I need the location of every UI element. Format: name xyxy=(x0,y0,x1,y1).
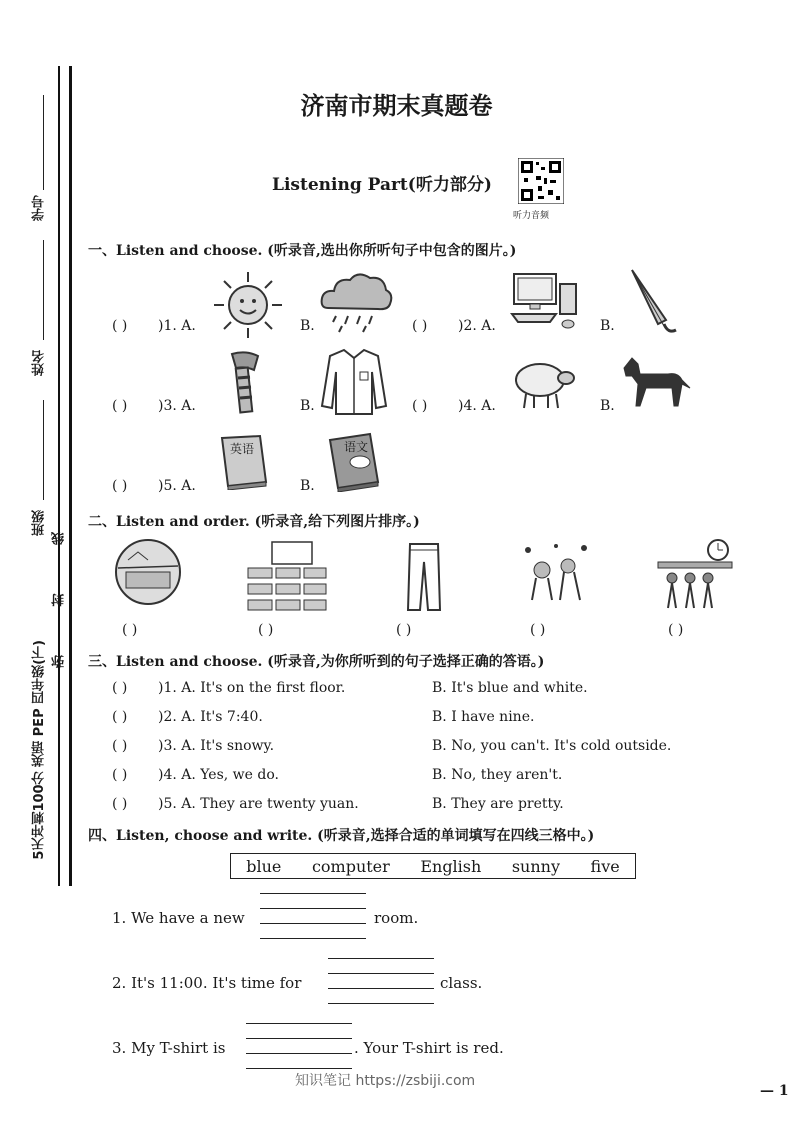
english-book-label: 英语 xyxy=(230,442,255,456)
answer-blank[interactable]: ( ) xyxy=(112,478,128,494)
sheep-icon xyxy=(510,356,578,412)
option-label: B. xyxy=(300,478,315,494)
word-bank xyxy=(230,853,636,879)
rain-cloud-icon xyxy=(318,266,394,336)
answer-blank[interactable]: ( ) xyxy=(112,796,128,812)
option-label: )3. A. xyxy=(158,398,196,414)
field-class-label: 班级 xyxy=(32,510,47,536)
choice-a: )4. A. Yes, we do. xyxy=(158,767,279,783)
field-name-label: 姓名 xyxy=(32,350,47,376)
fill-sentence-1-end: room. xyxy=(374,909,419,927)
fill-sentence-1-start: 1. We have a new xyxy=(112,909,245,927)
farm-picture xyxy=(114,538,182,606)
watermark: 知识笔记 https://zsbiji.com xyxy=(295,1073,476,1089)
seal-line-label: 弥 封 线 xyxy=(52,510,67,669)
word-bank-item: sunny xyxy=(511,856,561,876)
answer-blank[interactable]: ( ) xyxy=(112,709,128,725)
word-bank-item: English xyxy=(420,856,482,876)
four-line-grid-3[interactable] xyxy=(246,1023,352,1069)
sun-icon xyxy=(212,270,284,340)
fill-sentence-2-start: 2. It's 11:00. It's time for xyxy=(112,974,302,992)
choice-b: B. They are pretty. xyxy=(432,796,564,812)
answer-blank[interactable]: ( ) xyxy=(412,318,428,334)
answer-blank[interactable]: ( ) xyxy=(112,680,128,696)
section-4-heading: 四、Listen, choose and write. (听录音,选择合适的单词填写在四线三格中。) xyxy=(88,828,595,844)
page-title: 济南市期末真题卷 xyxy=(300,92,493,120)
choice-b: B. No, they aren't. xyxy=(432,767,563,783)
field-class-line xyxy=(43,400,44,500)
shirt-icon xyxy=(318,346,390,418)
qr-code-icon[interactable] xyxy=(518,158,564,204)
four-line-grid-1[interactable] xyxy=(260,893,366,939)
word-bank-item: blue xyxy=(246,856,282,876)
order-blank[interactable]: ( ) xyxy=(258,622,274,638)
choice-a: )5. A. They are twenty yuan. xyxy=(158,796,359,812)
chinese-book-label: 语文 xyxy=(344,440,369,454)
option-label: B. xyxy=(300,398,315,414)
binding-line-2 xyxy=(69,66,72,886)
fill-sentence-2-end: class. xyxy=(440,974,483,992)
option-label: B. xyxy=(600,398,615,414)
option-label: )5. A. xyxy=(158,478,196,494)
children-playing-picture xyxy=(518,540,596,608)
answer-blank[interactable]: ( ) xyxy=(412,398,428,414)
answer-blank[interactable]: ( ) xyxy=(112,738,128,754)
order-blank[interactable]: ( ) xyxy=(122,622,138,638)
computer-icon xyxy=(510,270,582,332)
english-book-icon xyxy=(218,434,270,490)
option-label: B. xyxy=(600,318,615,334)
option-label: )1. A. xyxy=(158,318,196,334)
section-1-heading: 一、Listen and choose. (听录音,选出你所听句子中包含的图片。) xyxy=(88,243,517,259)
scarf-icon xyxy=(224,350,266,416)
chinese-book-icon xyxy=(326,432,382,492)
field-number-label: 学号 xyxy=(32,195,47,221)
choice-a: )2. A. It's 7:40. xyxy=(158,709,263,725)
qr-caption: 听力音频 xyxy=(513,211,550,221)
book-info: 5天冲刺100分 英语 PEP 四年级(下) xyxy=(32,640,47,860)
order-blank[interactable]: ( ) xyxy=(396,622,412,638)
choice-a: )3. A. It's snowy. xyxy=(158,738,275,754)
choice-a: )1. A. It's on the first floor. xyxy=(158,680,346,696)
pants-picture xyxy=(404,542,444,612)
answer-blank[interactable]: ( ) xyxy=(112,398,128,414)
choice-b: B. It's blue and white. xyxy=(432,680,588,696)
choice-b: B. I have nine. xyxy=(432,709,535,725)
binding-line-1 xyxy=(58,66,60,886)
subtitle: Listening Part(听力部分) xyxy=(272,175,492,195)
umbrella-icon xyxy=(620,266,682,336)
fill-sentence-3-start: 3. My T-shirt is xyxy=(112,1039,226,1057)
four-line-grid-2[interactable] xyxy=(328,958,434,1004)
school-clock-picture xyxy=(656,538,734,614)
fill-sentence-3-end: . Your T-shirt is red. xyxy=(354,1039,504,1057)
order-blank[interactable]: ( ) xyxy=(668,622,684,638)
page-number: — 1 xyxy=(760,1083,789,1099)
classroom-picture xyxy=(244,540,328,616)
answer-blank[interactable]: ( ) xyxy=(112,318,128,334)
word-bank-item: computer xyxy=(311,856,390,876)
field-name-line xyxy=(43,240,44,340)
section-2-heading: 二、Listen and order. (听录音,给下列图片排序。) xyxy=(88,514,420,530)
option-label: )2. A. xyxy=(458,318,496,334)
choice-b: B. No, you can't. It's cold outside. xyxy=(432,738,672,754)
section-3-heading: 三、Listen and choose. (听录音,为你所听到的句子选择正确的答语。) xyxy=(88,654,545,670)
horse-icon xyxy=(618,354,692,410)
word-bank-item: five xyxy=(590,856,620,876)
option-label: )4. A. xyxy=(458,398,496,414)
answer-blank[interactable]: ( ) xyxy=(112,767,128,783)
order-blank[interactable]: ( ) xyxy=(530,622,546,638)
option-label: B. xyxy=(300,318,315,334)
